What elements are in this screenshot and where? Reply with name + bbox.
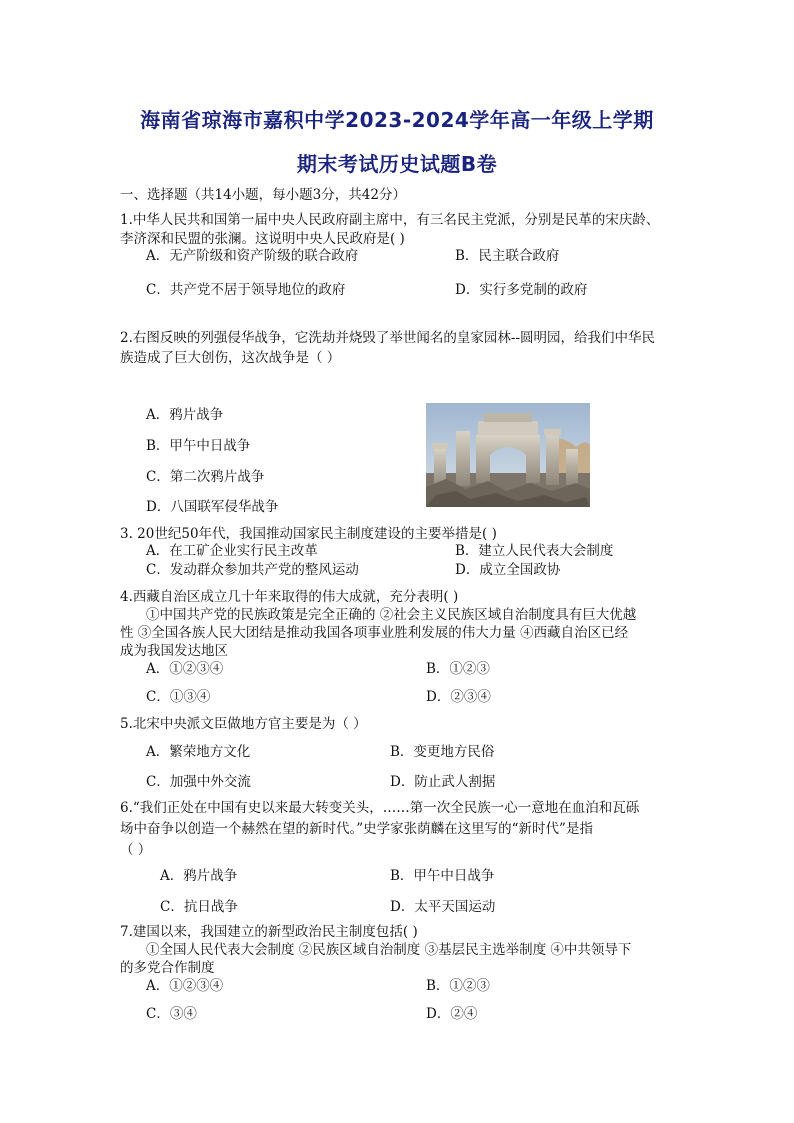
q4-body-line3: 成为我国发达地区 <box>120 643 228 659</box>
yuanmingyuan-ruins-photo <box>426 403 590 507</box>
q6-option-d: D．太平天国运动 <box>390 899 496 915</box>
q6-stem-line2: 场中奋争以创造一个赫然在望的新时代。”史学家张荫麟在这里写的“新时代”是指 <box>120 821 593 837</box>
q4-option-b: B．①②③ <box>426 661 490 677</box>
q3-option-a: A．在工矿企业实行民主改革 <box>146 543 318 559</box>
q4-option-c: C．①③④ <box>146 689 211 705</box>
q6-option-a: A．鸦片战争 <box>160 868 238 884</box>
q1-stem-line1: 1.中华人民共和国第一届中央人民政府副主席中，有三名民主党派，分别是民革的宋庆龄、 <box>120 212 660 228</box>
q7-option-a: A．①②③④ <box>146 978 224 994</box>
q2-stem-line2: 族造成了巨大创伤，这次战争是（ ） <box>120 350 341 366</box>
q2-option-c: C．第二次鸦片战争 <box>146 469 265 485</box>
q3-option-c: C．发动群众参加共产党的整风运动 <box>146 562 359 578</box>
q6-stem-line1: 6.“我们正处在中国有史以来最大转变关头，……第一次全民族一心一意地在血泊和瓦砾 <box>120 800 640 816</box>
q3-stem: 3. 20世纪50年代，我国推动国家民主制度建设的主要举措是( ) <box>120 526 497 542</box>
q5-option-c: C．加强中外交流 <box>146 774 251 790</box>
section-heading: 一、选择题（共14小题，每小题3分，共42分） <box>120 187 406 203</box>
q1-option-d: D．实行多党制的政府 <box>455 282 588 298</box>
exam-title-line2: 期末考试历史试题B卷 <box>296 152 498 176</box>
q4-body-line2: 性 ③全国各族人民大团结是推动我国各项事业胜利发展的伟大力量 ④西藏自治区已经 <box>120 625 629 641</box>
q1-option-b: B．民主联合政府 <box>455 248 560 264</box>
q1-option-a: A．无产阶级和资产阶级的联合政府 <box>146 248 359 264</box>
q4-stem: 4.西藏自治区成立几十年来取得的伟大成就，充分表明( ) <box>120 589 459 605</box>
q7-body-line2: 的多党合作制度 <box>120 960 215 976</box>
q6-stem-line3: （ ） <box>120 842 152 858</box>
q1-stem-line2: 李济深和民盟的张澜。这说明中央人民政府是( ) <box>120 231 405 247</box>
q4-option-d: D．②③④ <box>426 689 491 705</box>
q2-option-b: B．甲午中日战争 <box>146 438 251 454</box>
q7-body-line1: ①全国人民代表大会制度 ②民族区域自治制度 ③基层民主选举制度 ④中共领导下 <box>146 942 632 958</box>
q4-body-line1: ①中国共产党的民族政策是完全正确的 ②社会主义民族区域自治制度具有巨大优越 <box>146 607 637 623</box>
q7-option-c: C．③④ <box>146 1006 197 1022</box>
q2-stem-line1: 2.右图反映的列强侵华战争，它洗劫并烧毁了举世闻名的皇家园林--圆明园，给我们中华民 <box>120 330 656 346</box>
q6-option-c: C．抗日战争 <box>160 899 238 915</box>
q2-option-a: A．鸦片战争 <box>146 407 224 423</box>
q6-option-b: B．甲午中日战争 <box>390 868 495 884</box>
q3-option-d: D．成立全国政协 <box>455 562 561 578</box>
q7-option-d: D．②④ <box>426 1006 478 1022</box>
q5-option-b: B．变更地方民俗 <box>390 744 495 760</box>
q7-option-b: B．①②③ <box>426 978 490 994</box>
q3-option-b: B．建立人民代表大会制度 <box>455 543 614 559</box>
q5-option-d: D．防止武人割据 <box>390 774 496 790</box>
q7-stem: 7.建国以来，我国建立的新型政治民主制度包括( ) <box>120 924 418 940</box>
exam-title-line1: 海南省琼海市嘉积中学2023-2024学年高一年级上学期 <box>140 108 654 132</box>
q4-option-a: A．①②③④ <box>146 661 224 677</box>
q2-option-d: D．八国联军侵华战争 <box>146 499 279 515</box>
q5-stem: 5.北宋中央派文臣做地方官主要是为（ ） <box>120 716 367 732</box>
q1-option-c: C．共产党不居于领导地位的政府 <box>146 282 346 298</box>
q5-option-a: A．繁荣地方文化 <box>146 744 251 760</box>
